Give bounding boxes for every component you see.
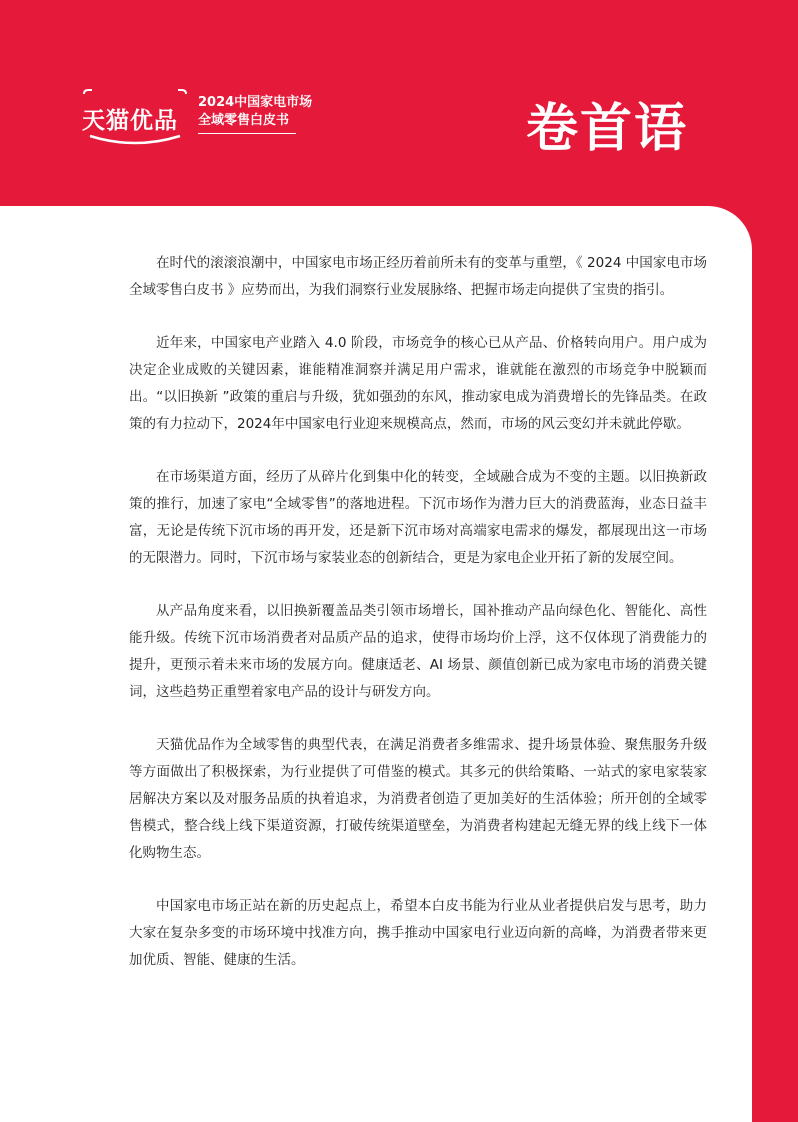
header-banner	[0, 0, 798, 215]
paragraph-3: 在市场渠道方面，经历了从碎片化到集中化的转变，全域融合成为不变的主题。以旧换新政策的推行，加速了家电“全域零售”的落地进程。下沉市场作为潜力巨大的消费蓝海，业态日益丰富，无论是传统下沉市场的再开发，还是新下沉市场对高端家电需求的爆发，都展现出这一市场的无限潜力。同时，下沉市场与家装业态的创新结合，更是为家电企业开拓了新的发展空间。	[129, 469, 707, 566]
paragraph-1: 在时代的滚滚浪潮中，中国家电市场正经历着前所未有的变革与重塑，《 2024 中国家电市场全域零售白皮书 》应势而出，为我们洞察行业发展脉络、把握市场走向提供了宝贵的指引。	[129, 255, 707, 298]
tmall-youpin-logo	[80, 88, 190, 148]
paragraph-5: 天猫优品作为全域零售的典型代表，在满足消费者多维需求、提升场景体验、聚焦服务升级等方面做出了积极探索，为行业提供了可借鉴的模式。其多元的供给策略、一站式的家电家装家居解决方案以及对服务品质的执着追求，为消费者创造了更加美好的生活体验；所开创的全域零售模式，整合线上线下渠道资源，打破传统渠道壁垒，为消费者构建起无缝无界的线上线下一体化购物生态。	[129, 737, 707, 861]
subtitle-line-2: 全域零售白皮书	[198, 113, 290, 128]
content-panel	[0, 206, 752, 1122]
subtitle-underline	[198, 133, 296, 134]
paragraph-2: 近年来，中国家电产业踏入 4.0 阶段，市场竞争的核心已从产品、价格转向用户。用户成为决定企业成败的关键因素，谁能精准洞察并满足用户需求，谁就能在激烈的市场竞争中脱颖而出。“以旧换新 ”政策的重启与升级，犹如强劲的东风，推动家电成为消费增长的先锋品类。在政策的有力拉动下，2024年中国家电行业迎来规模高点，然而，市场的风云变幻并未就此停歇。	[129, 335, 707, 432]
page-title: 卷首语	[526, 99, 689, 159]
logo-text: 天猫优品	[82, 108, 178, 134]
paragraph-4: 从产品角度来看，以旧换新覆盖品类引领市场增长，国补推动产品向绿色化、智能化、高性能升级。传统下沉市场消费者对品质产品的追求，使得市场均价上浮，这不仅体现了消费能力的提升，更预示着未来市场的发展方向。健康适老、AI 场景、颜值创新已成为家电市场的消费关键词，这些趋势正重塑着家电产品的设计与研发方向。	[129, 603, 707, 700]
foreword-body	[129, 250, 707, 1000]
paragraph-6: 中国家电市场正站在新的历史起点上，希望本白皮书能为行业从业者提供启发与思考，助力大家在复杂多变的市场环境中找准方向，携手推动中国家电行业迈向新的高峰，为消费者带来更加优质、智能、健康的生活。	[129, 898, 707, 968]
report-subtitle	[198, 94, 312, 134]
subtitle-line-1: 2024中国家电市场	[198, 95, 313, 110]
